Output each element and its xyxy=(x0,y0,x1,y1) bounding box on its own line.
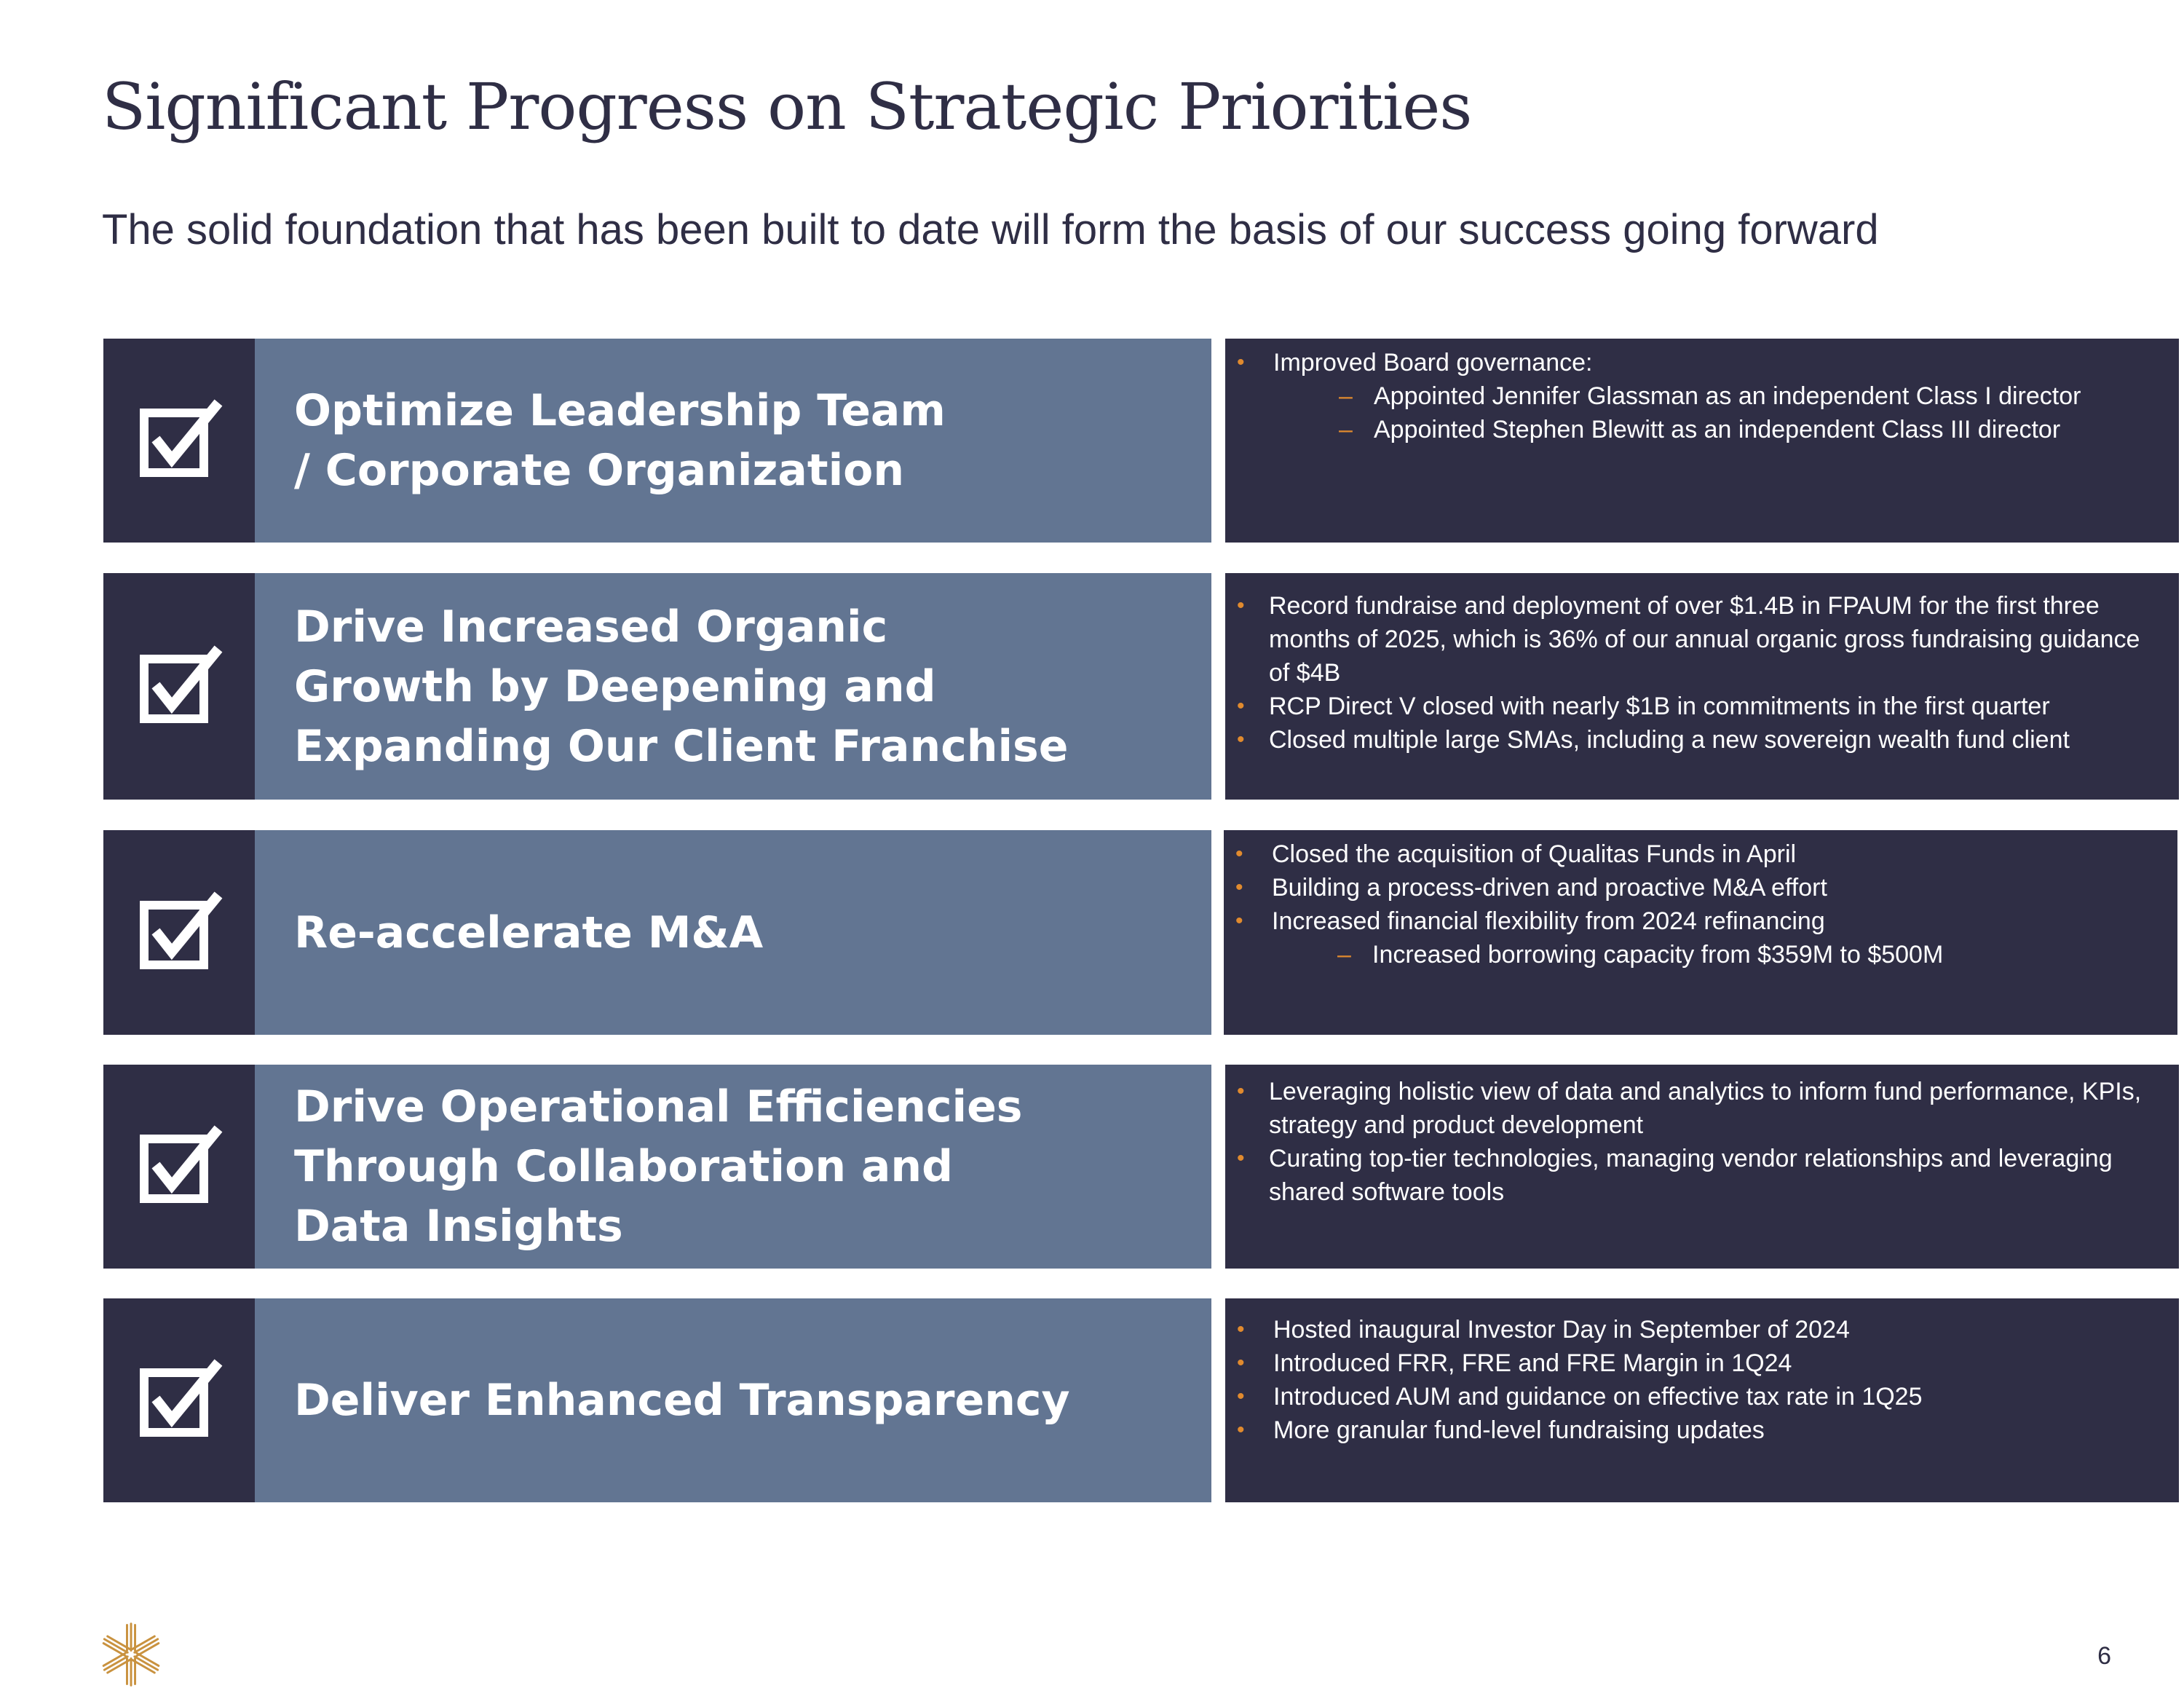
bullet-dot-icon: • xyxy=(1237,727,1245,752)
detail-bullet: • Improved Board governance: xyxy=(1231,346,2164,379)
bullet-dot-icon: • xyxy=(1237,694,1245,718)
priority-row xyxy=(103,339,2081,543)
company-logo-icon xyxy=(98,1621,165,1688)
detail-bullet: • Hosted inaugural Investor Day in September of 2024 xyxy=(1231,1313,2164,1346)
detail-bullet: • Increased financial flexibility from 2024 refinancing xyxy=(1230,904,2163,938)
priority-details xyxy=(1225,573,2179,800)
bullet-dot-icon: • xyxy=(1237,1146,1245,1170)
bullet-dot-icon: • xyxy=(1237,1079,1245,1103)
detail-bullet: • Introduced AUM and guidance on effective tax rate in 1Q25 xyxy=(1231,1380,2164,1413)
detail-bullet: • Leveraging holistic view of data and analytics to inform fund performance, KPIs, strategy and product development xyxy=(1231,1075,2164,1142)
detail-sub-bullet: – Appointed Jennifer Glassman as an independent Class I director xyxy=(1231,379,2164,413)
detail-bullet: • Curating top-tier technologies, managing vendor relationships and leveraging shared software tools xyxy=(1231,1142,2164,1209)
priority-label-cell xyxy=(255,1065,1211,1269)
checkbox-checked-icon xyxy=(140,1123,226,1203)
detail-bullet: • Closed the acquisition of Qualitas Funds in April xyxy=(1230,837,2163,871)
checkbox-checked-icon xyxy=(140,643,226,723)
bullet-dot-icon: • xyxy=(1237,1317,1245,1341)
detail-sub-bullet: – Appointed Stephen Blewitt as an independent Class III director xyxy=(1231,413,2164,446)
priority-label-cell xyxy=(255,339,1211,543)
priority-label-cell xyxy=(255,573,1211,800)
bullet-dot-icon: • xyxy=(1237,350,1245,374)
dash-icon: – xyxy=(1337,941,1351,969)
priority-details xyxy=(1225,1065,2179,1269)
slide-subtitle: The solid foundation that has been built to date will form the basis of our success going forward xyxy=(102,206,1879,253)
check-cell xyxy=(103,1065,255,1269)
bullet-dot-icon: • xyxy=(1237,1418,1245,1442)
bullet-dot-icon: • xyxy=(1235,875,1243,899)
check-cell xyxy=(103,1298,255,1502)
priority-label-cell xyxy=(255,830,1211,1035)
bullet-dot-icon: • xyxy=(1237,593,1245,618)
dash-icon: – xyxy=(1339,382,1353,410)
bullet-dot-icon: • xyxy=(1237,1384,1245,1408)
checkbox-checked-icon xyxy=(140,397,226,477)
priority-row xyxy=(103,573,2140,800)
check-cell xyxy=(103,339,255,543)
slide-title: Significant Progress on Strategic Priorities xyxy=(102,69,1472,144)
priority-label: Deliver Enhanced Transparency xyxy=(294,1375,1070,1426)
dash-icon: – xyxy=(1339,416,1353,443)
detail-sub-bullet: – Increased borrowing capacity from $359M to $500M xyxy=(1230,938,2163,971)
detail-bullet: • RCP Direct V closed with nearly $1B in commitments in the first quarter xyxy=(1231,690,2164,723)
priority-details xyxy=(1225,339,2179,543)
priority-row xyxy=(103,1298,2076,1502)
detail-bullet: • Record fundraise and deployment of over $1.4B in FPAUM for the first three months of 2025, which is 36% of our annual organic gross fundraising guidance of $4B xyxy=(1231,589,2164,690)
priority-details xyxy=(1225,1298,2179,1502)
priority-label: Drive Increased Organic Growth by Deepening and Expanding Our Client Franchise xyxy=(294,601,1069,772)
priority-details xyxy=(1224,830,2177,1035)
detail-bullet: • Introduced FRR, FRE and FRE Margin in 1Q24 xyxy=(1231,1346,2164,1380)
bullet-dot-icon: • xyxy=(1235,842,1243,866)
priority-label: Re-accelerate M&A xyxy=(294,907,764,958)
priority-label: Drive Operational Efficiencies Through Collaboration and Data Insights xyxy=(294,1081,1023,1252)
priority-row xyxy=(103,830,2076,1035)
check-cell xyxy=(103,830,255,1035)
priority-label-cell xyxy=(255,1298,1211,1502)
detail-bullet: • More granular fund-level fundraising updates xyxy=(1231,1413,2164,1447)
checkbox-checked-icon xyxy=(140,1357,226,1437)
check-cell xyxy=(103,573,255,800)
checkbox-checked-icon xyxy=(140,889,226,969)
bullet-dot-icon: • xyxy=(1235,909,1243,933)
detail-bullet: • Closed multiple large SMAs, including a new sovereign wealth fund client xyxy=(1231,723,2164,757)
page-number: 6 xyxy=(2097,1642,2111,1670)
priority-label: Optimize Leadership Team / Corporate Organization xyxy=(294,385,946,496)
detail-bullet: • Building a process-driven and proactive M&A effort xyxy=(1230,871,2163,904)
bullet-dot-icon: • xyxy=(1237,1351,1245,1375)
priority-row xyxy=(103,1065,2142,1269)
